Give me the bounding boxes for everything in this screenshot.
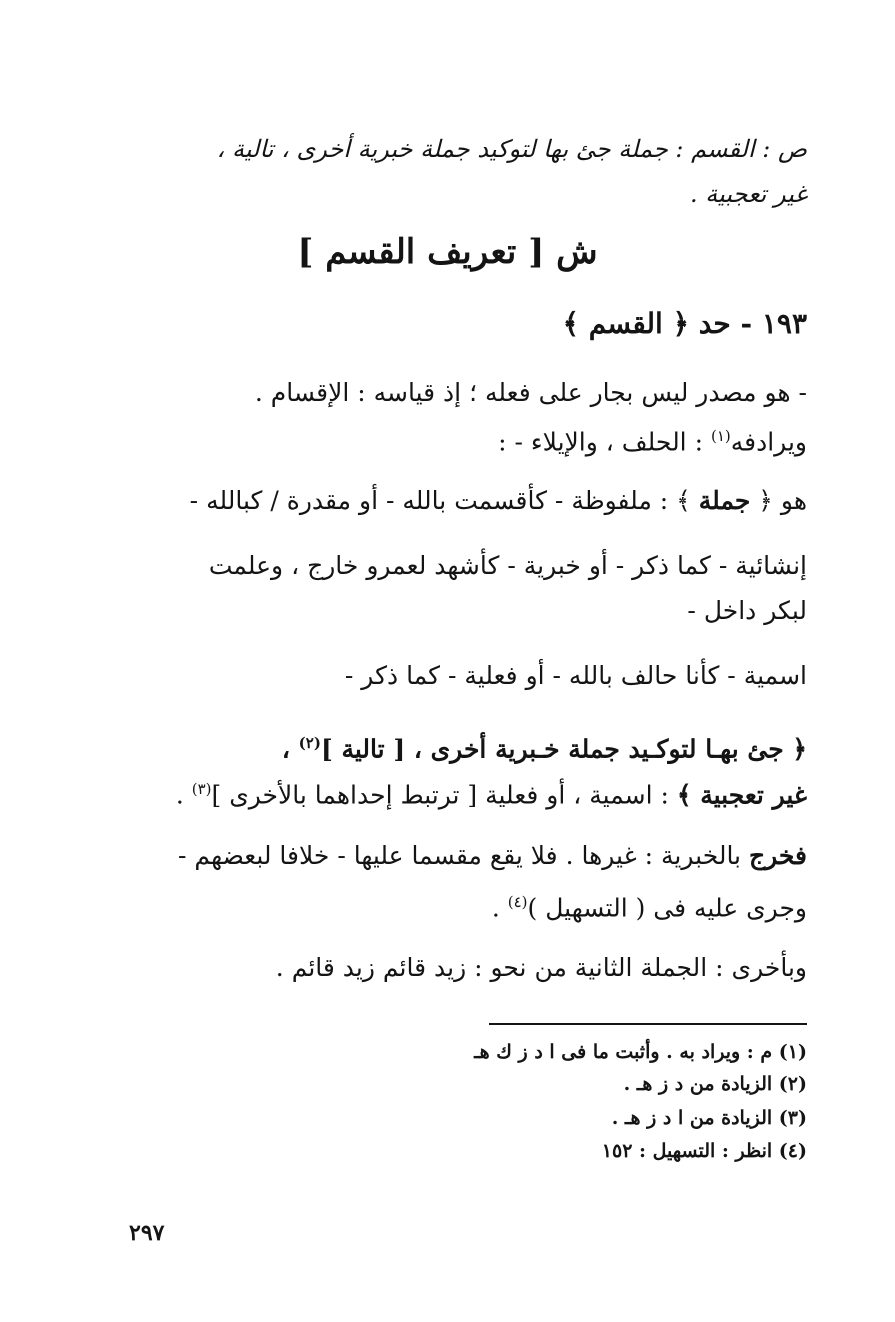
- bold-term: غير تعجبية ﴾: [676, 780, 807, 810]
- paragraph-line: - هو مصدر ليس بجار على فعله ؛ إذ قياسه : الإقسام .: [254, 378, 807, 407]
- footnote-ref: (١): [710, 427, 731, 445]
- paragraph-line: لبكر داخل -: [687, 596, 807, 625]
- paragraph-line: إنشائية - كما ذكر - أو خبرية - كأشهد لعمرو خارج ، وعلمت: [208, 551, 807, 580]
- footnote-ref: (٢): [298, 734, 321, 752]
- paragraph-line: [178, 838, 807, 874]
- section-heading: ش [ تعريف القسم ]: [297, 232, 598, 272]
- footnote: (٤) انظر : التسهيل : ١٥٢: [601, 1140, 807, 1162]
- text-segment: .: [491, 893, 508, 923]
- footnote-separator: [489, 1023, 807, 1025]
- footnote: (٢) الزيادة من د ز هـ .: [623, 1073, 807, 1095]
- text-segment: وجرى عليه فى ( التسهيل ): [527, 893, 807, 923]
- text-segment: : الحلف ، والإيلاء - :: [498, 427, 711, 457]
- text-segment: ﴾ : ملفوظة - كأقسمت بالله - أو مقدرة / كبالله -: [189, 486, 699, 515]
- text-segment: ويرادفه: [730, 427, 807, 457]
- footnote: (١) م : ويراد به . وأثبت ما فى ا د ز ك هـ: [474, 1041, 807, 1063]
- bold-term: جملة: [698, 486, 751, 515]
- text-segment: بالخبرية : غيرها . فلا يقع مقسما عليها - خلافا لبعضهم -: [178, 841, 749, 870]
- bold-term: فخرج: [748, 841, 807, 870]
- text-segment: هو ﴿: [750, 486, 807, 515]
- entry-subheading: ١٩٣ - حد ﴿ القسم ﴾: [562, 307, 807, 340]
- matn-line: غير تعجبية .: [689, 180, 807, 208]
- text-segment: : اسمية ، أو فعلية [ ترتبط إحداهما بالأخرى ]: [211, 780, 677, 810]
- paragraph-line: وبأخرى : الجملة الثانية من نحو : زيد قائم زيد قائم .: [275, 953, 807, 982]
- paragraph-line: اسمية - كأنا حالف بالله - أو فعلية - كما ذكر -: [344, 661, 807, 690]
- text-segment: ،: [281, 734, 299, 764]
- matn-line: ص : القسم : جملة جئ بها لتوكيد جملة خبرية أخرى ، تالية ،: [216, 135, 807, 163]
- text-segment: ﴿ جئ بهـا لتوكـيد جملة خـبرية أخرى ، [ تالية ]: [320, 734, 807, 764]
- text-segment: .: [175, 780, 192, 810]
- footnote-ref: (٤): [507, 893, 528, 911]
- paragraph-line: [282, 725, 807, 767]
- footnote-ref: (٣): [191, 780, 212, 798]
- paragraph-line: [176, 771, 807, 813]
- paragraph-line: [498, 418, 807, 460]
- paragraph-line: [492, 884, 807, 926]
- paragraph-line: [190, 483, 807, 519]
- page-number: ٢٩٧: [129, 1220, 165, 1246]
- footnote: (٣) الزيادة من ا د ز هـ .: [611, 1107, 807, 1129]
